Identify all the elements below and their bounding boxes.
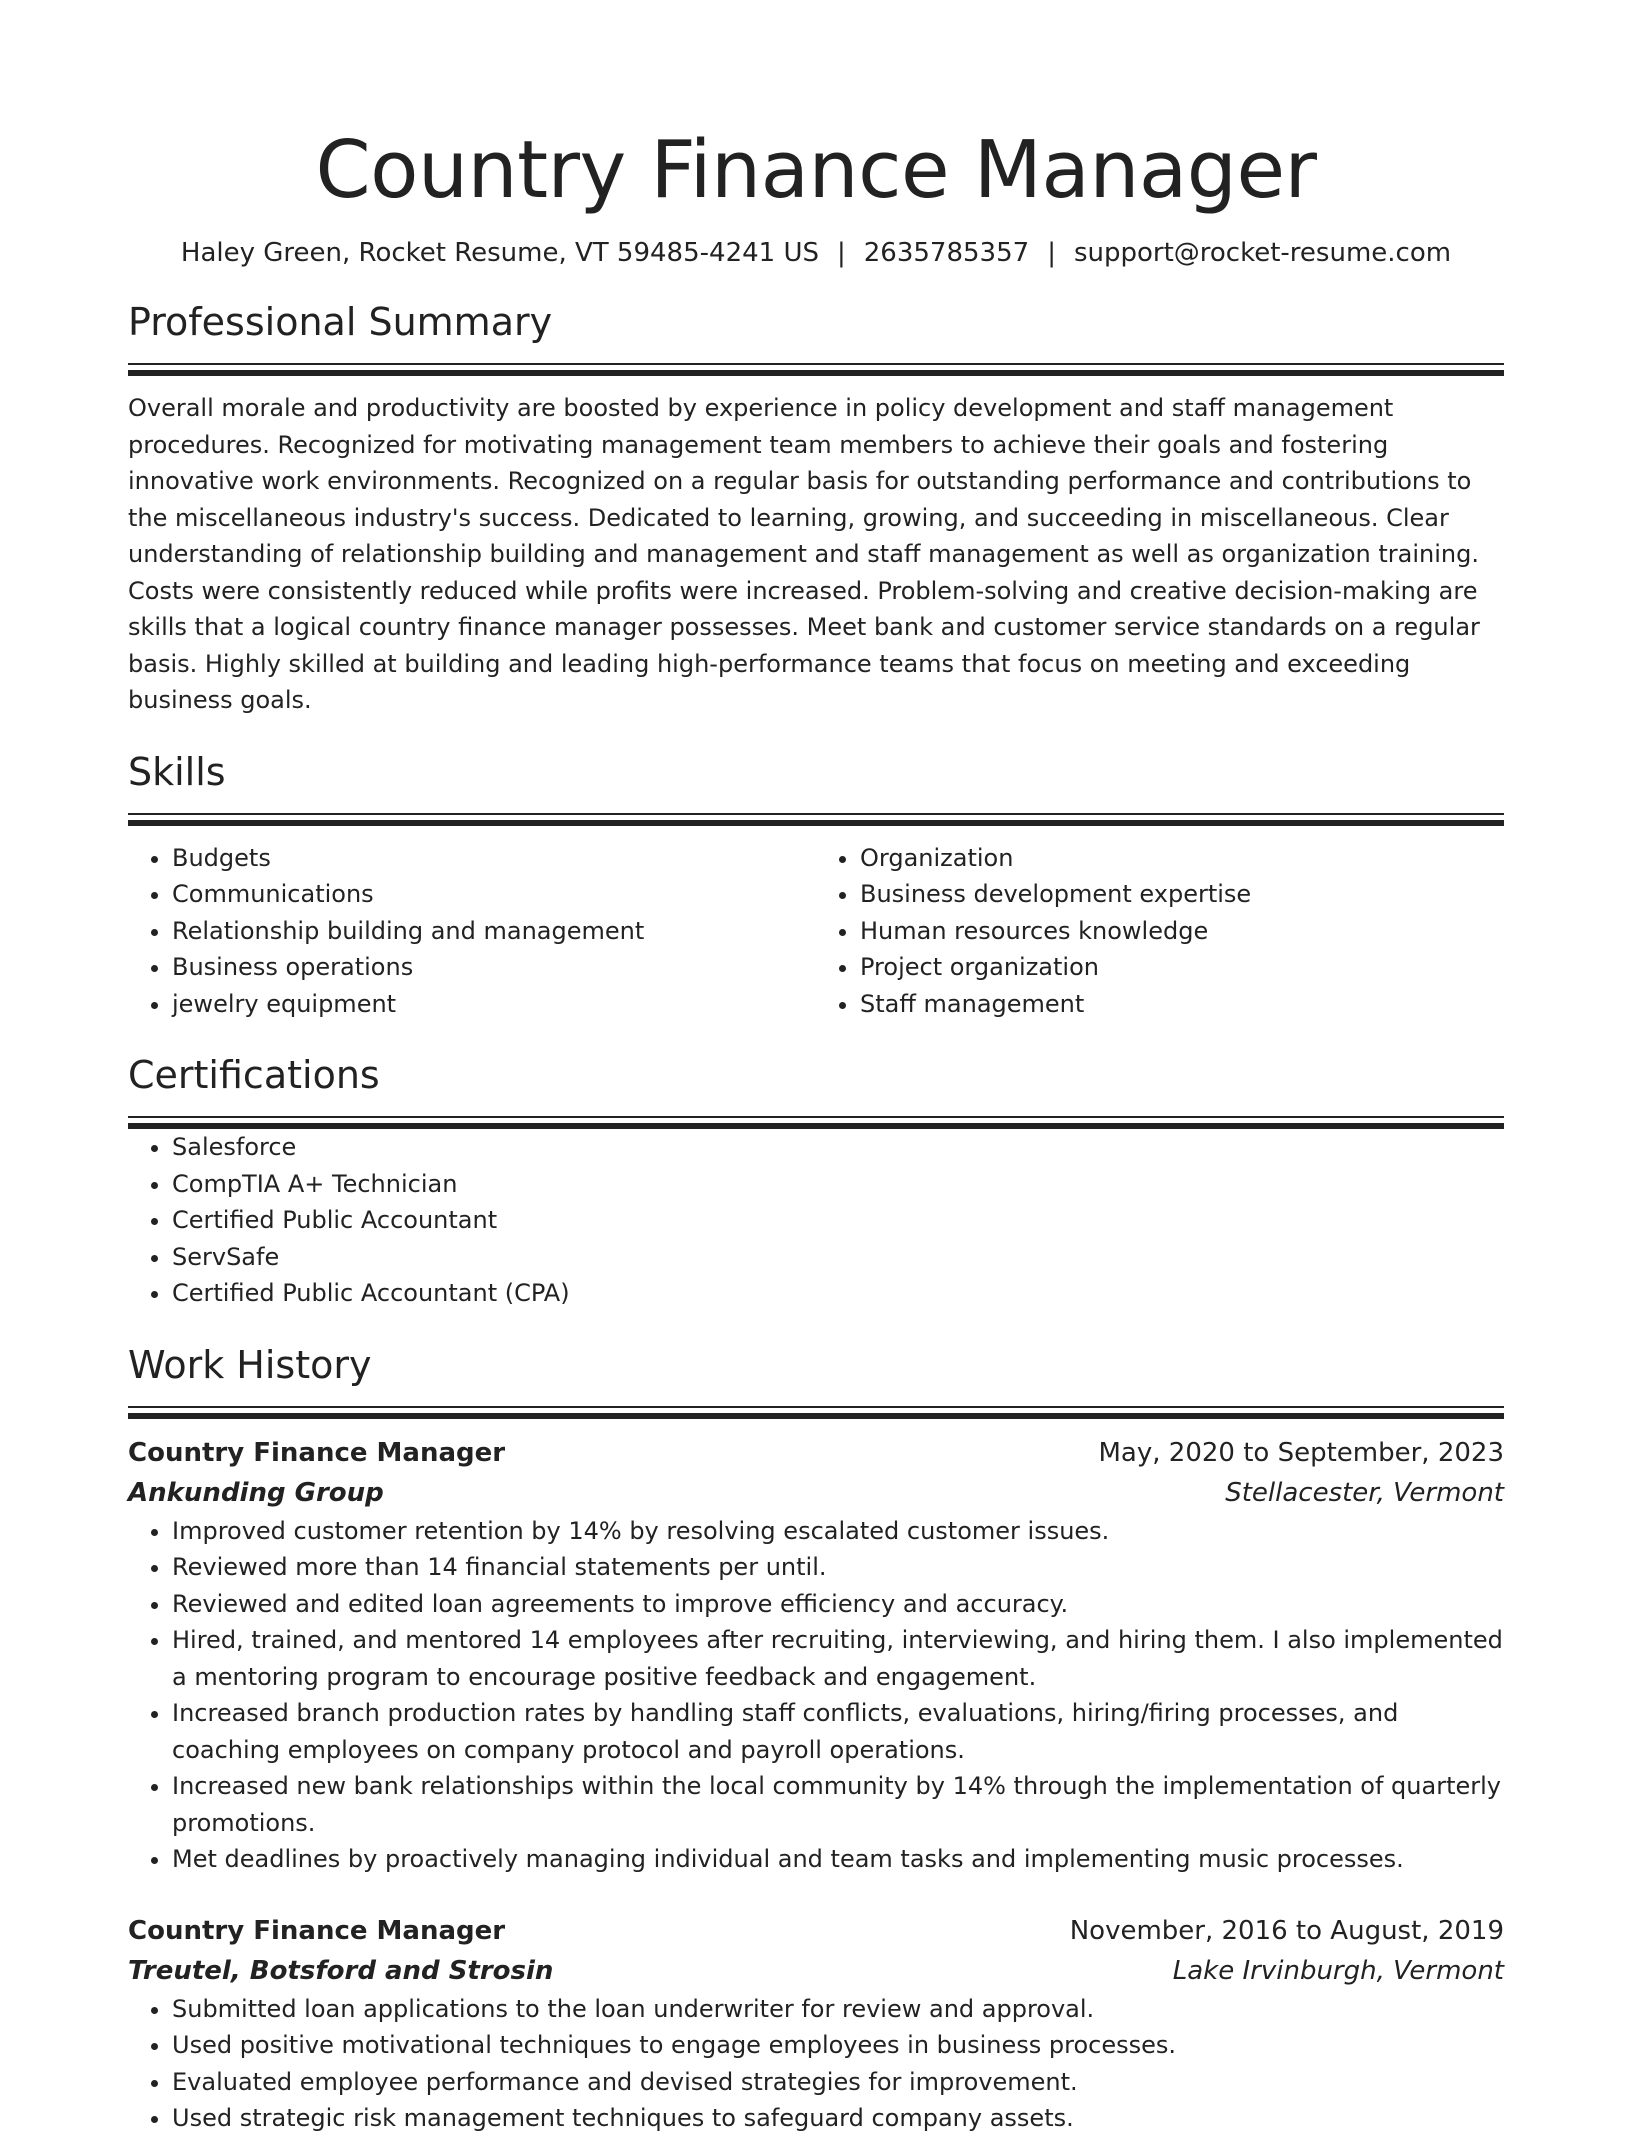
skills-columns — [128, 840, 1504, 1023]
job-bullet: • Reviewed and edited loan agreements to improve efficiency and accuracy. — [172, 1586, 1504, 1623]
certification-item: • CompTIA A+ Technician — [172, 1166, 1504, 1203]
skill-item: • Relationship building and management — [172, 913, 816, 950]
certifications-heading: Certifications — [128, 1053, 380, 1097]
contact-separator: | — [1047, 238, 1056, 268]
job-bullet: • Evaluated employee performance and devised strategies for improvement. — [172, 2064, 1504, 2101]
skill-item: • Human resources knowledge — [860, 913, 1504, 950]
work-history-section — [128, 1340, 1504, 2137]
skills-section — [128, 747, 1504, 1023]
job-bullet: • Met deadlines by proactively managing individual and team tasks and implementing music processes. — [172, 1841, 1504, 1878]
summary-heading: Professional Summary — [128, 300, 553, 344]
job-entry — [128, 1433, 1504, 1878]
summary-section — [128, 297, 1504, 719]
job-title: Country Finance Manager — [128, 1437, 506, 1468]
job-entry — [128, 1911, 1504, 2137]
skill-item: • Budgets — [172, 840, 816, 877]
job-company-row — [128, 1951, 1504, 1991]
job-bullet: • Increased new bank relationships within the local community by 14% through the implementation of quarterly promotions. — [172, 1768, 1504, 1841]
section-divider — [128, 1406, 1504, 1419]
job-bullets — [128, 1991, 1504, 2137]
job-title: Country Finance Manager — [128, 1915, 506, 1946]
job-location: Stellacester, Vermont — [1225, 1477, 1504, 1508]
resume-title: Country Finance Manager — [315, 124, 1317, 216]
job-dates: November, 2016 to August, 2019 — [1069, 1915, 1504, 1946]
certifications-list — [128, 1129, 1504, 1312]
section-divider — [128, 363, 1504, 376]
job-company: Ankunding Group — [128, 1477, 384, 1508]
skill-item: • Business development expertise — [860, 876, 1504, 913]
skills-right-list — [816, 840, 1504, 1023]
certification-item: • Certified Public Accountant — [172, 1202, 1504, 1239]
job-company-row — [128, 1473, 1504, 1513]
job-bullets — [128, 1513, 1504, 1878]
certification-item: • Certified Public Accountant (CPA) — [172, 1275, 1504, 1312]
job-bullet: • Used strategic risk management techniques to safeguard company assets. — [172, 2100, 1504, 2137]
job-header-row — [128, 1433, 1504, 1473]
resume-page — [128, 120, 1504, 2137]
contact-separator: | — [837, 238, 846, 268]
skill-item: • jewelry equipment — [172, 986, 816, 1023]
job-dates: May, 2020 to September, 2023 — [1098, 1437, 1504, 1468]
certification-item: • Salesforce — [172, 1129, 1504, 1166]
skill-item: • Project organization — [860, 949, 1504, 986]
job-header-row — [128, 1911, 1504, 1951]
job-company: Treutel, Botsford and Strosin — [128, 1955, 554, 1986]
skills-heading: Skills — [128, 749, 226, 794]
job-bullet: • Reviewed more than 14 financial statements per until. — [172, 1549, 1504, 1586]
work-history-heading: Work History — [128, 1342, 372, 1387]
contact-line — [128, 233, 1504, 273]
skill-item: • Organization — [860, 840, 1504, 877]
job-bullet: • Increased branch production rates by handling staff conflicts, evaluations, hiring/firing processes, and coaching employees on company protocol and payroll operations. — [172, 1695, 1504, 1768]
contact-address: Haley Green, Rocket Resume, VT 59485-4241 US — [180, 238, 819, 268]
section-divider — [128, 1116, 1504, 1129]
skill-item: • Business operations — [172, 949, 816, 986]
job-location: Lake Irvinburgh, Vermont — [1172, 1955, 1504, 1986]
skill-item: • Communications — [172, 876, 816, 913]
section-divider — [128, 813, 1504, 826]
skills-left-list — [128, 840, 816, 1023]
summary-text: Overall morale and productivity are boosted by experience in policy development and staff management procedures. Recognized for motivating management team members to achieve their goals and fostering innovative work environments. Recognized on a regular basis for outstanding performance and contributions to the miscellaneous industry's success. Dedicated to learning, growing, and succeeding in miscellaneous. Clear understanding of relationship building and management and staff management as well as organization training. Costs were consistently reduced while profits were increased. Problem-solving and creative decision-making are skills that a logical country finance manager possesses. Meet bank and customer service standards on a regular basis. Highly skilled at building and leading high-performance teams that focus on meeting and exceeding business goals. — [128, 394, 1480, 714]
job-bullet: • Used positive motivational techniques to engage employees in business processes. — [172, 2027, 1504, 2064]
certifications-section — [128, 1050, 1504, 1312]
contact-email: support@rocket-resume.com — [1073, 238, 1452, 268]
contact-phone: 2635785357 — [863, 238, 1030, 268]
skill-item: • Staff management — [860, 986, 1504, 1023]
job-bullet: • Submitted loan applications to the loan underwriter for review and approval. — [172, 1991, 1504, 2028]
certification-item: • ServSafe — [172, 1239, 1504, 1276]
job-bullet: • Improved customer retention by 14% by resolving escalated customer issues. — [172, 1513, 1504, 1550]
job-bullet: • Hired, trained, and mentored 14 employees after recruiting, interviewing, and hiring them. I also implemented a mentoring program to encourage positive feedback and engagement. — [172, 1622, 1504, 1695]
